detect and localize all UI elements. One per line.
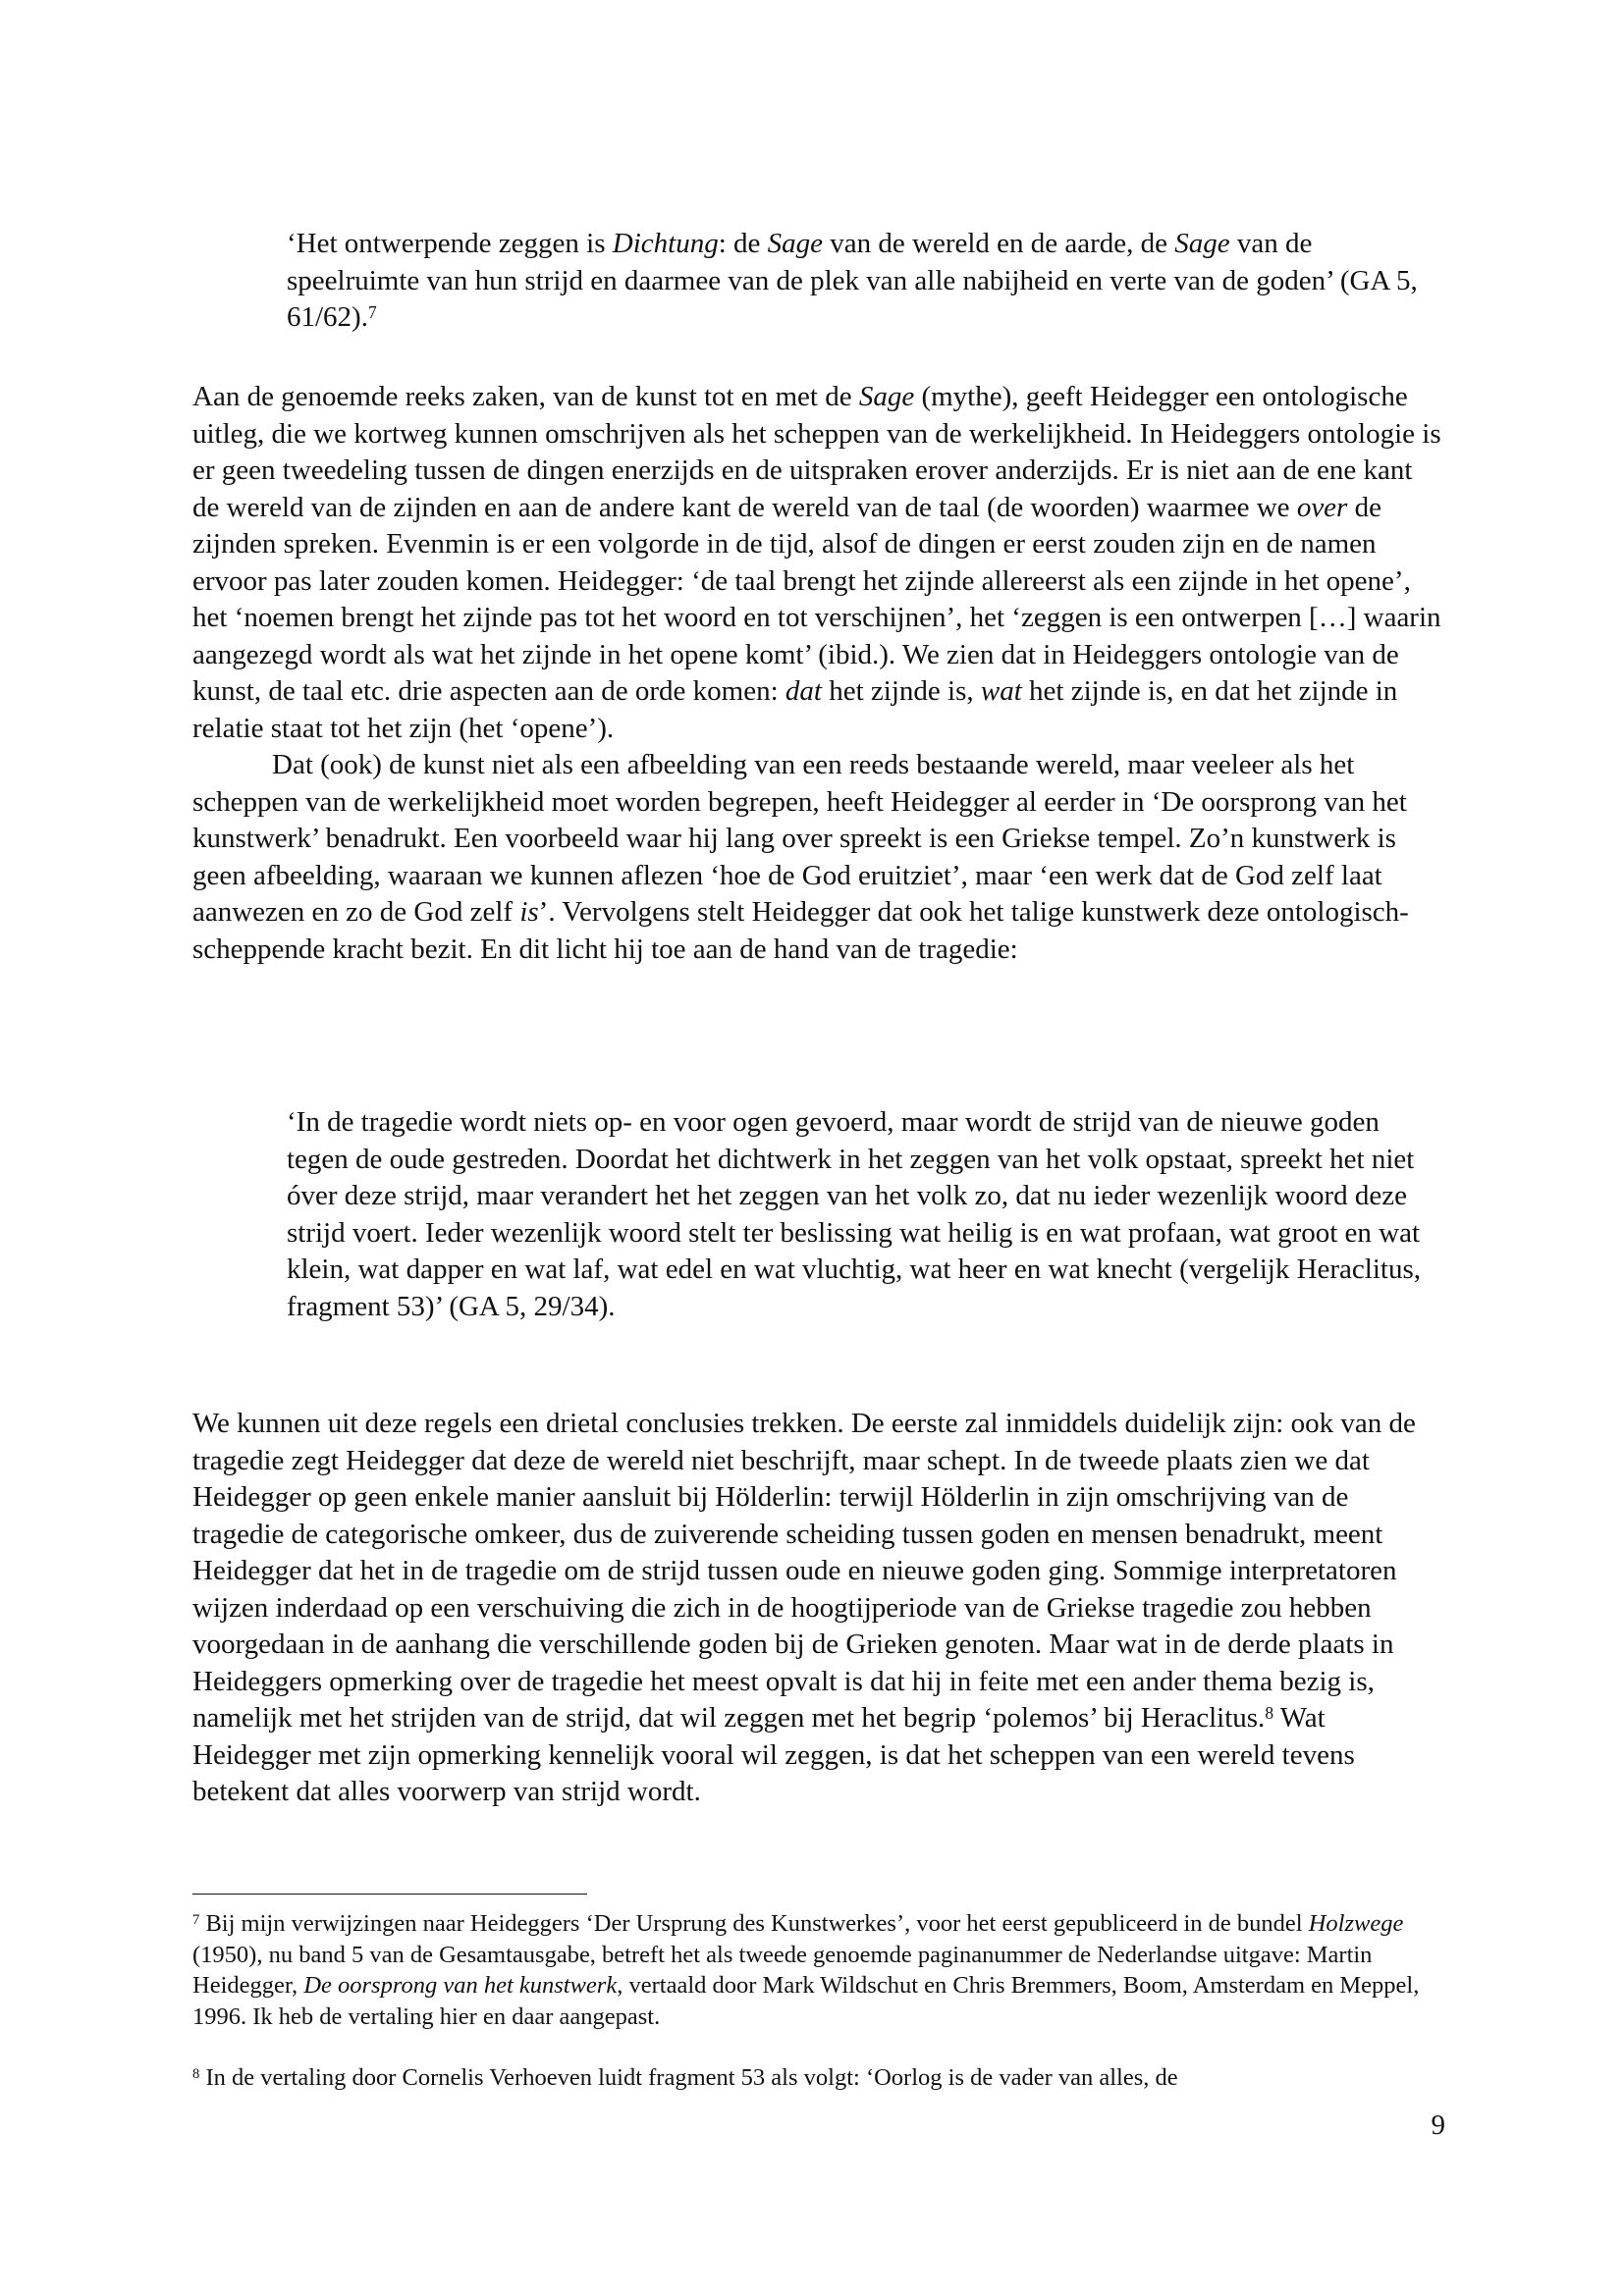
para2-text-2: ’. Vervolgens stelt Heidegger dat ook het talige kunstwerk deze ontologisch-scheppende kracht bezit. En dit licht hij toe aan de hand van de tragedie:	[192, 896, 1409, 965]
body-paragraph-3	[192, 1406, 1445, 1811]
para1-text-5: het zijnde is, en dat het zijnde in relatie staat tot het zijn (het ‘opene’).	[192, 675, 1398, 744]
page-number: 9	[1431, 2109, 1445, 2141]
body-paragraph-1	[192, 379, 1445, 968]
quote1-italic-sage-2: Sage	[1174, 228, 1230, 259]
footnote-8-marker: 8	[192, 2066, 200, 2083]
footnote-8-text: In de vertaling door Cornelis Verhoeven luidt fragment 53 als volgt: ‘Oorlog is de vader van alles, de	[199, 2064, 1178, 2091]
footnote-8	[192, 2062, 1445, 2094]
footnote-ref-8[interactable]: 8	[1265, 1703, 1274, 1724]
quote1-text-3: van de wereld en de aarde, de	[823, 228, 1175, 259]
footnote-7-text-1: Bij mijn verwijzingen naar Heideggers ‘Der Ursprung des Kunstwerkes’, voor het eerst gepubliceerd in de bundel	[199, 1910, 1309, 1937]
quote1-italic-dichtung: Dichtung	[612, 228, 719, 259]
para1-italic-wat: wat	[980, 675, 1022, 707]
footnote-7-text-3: , vertaald door Mark Wildschut en Chris Bremmers, Boom, Amsterdam en Meppel, 1996. Ik heb de vertaling hier en daar aangepast.	[192, 1972, 1420, 2030]
footnote-7-marker: 7	[192, 1912, 200, 1929]
para2-italic-is: is	[519, 896, 539, 928]
footnote-7-italic-holzwege: Holzwege	[1308, 1910, 1404, 1937]
quote2-text: ‘In de tragedie wordt niets op- en voor ogen gevoerd, maar wordt de strijd van de nieuwe goden tegen de oude gestreden. Doordat het dichtwerk in het zeggen van het volk opstaat, spreekt het niet óver deze strijd, maar verandert het het zeggen van het volk zo, dat nu ieder wezenlijk woord deze strijd voert. Ieder wezenlijk woord stelt ter beslissing wat heilig is en wat profaan, wat groot en wat klein, wat dapper en wat laf, wat edel en wat vluchtig, wat heer en wat knecht (vergelijk Heraclitus, fragment 53)’ (GA 5, 29/34).	[287, 1106, 1421, 1322]
footnote-7-italic-title: De oorsprong van het kunstwerk	[303, 1972, 618, 1999]
para2-text-1: Dat (ook) de kunst niet als een afbeelding van een reeds bestaande wereld, maar veeleer als het scheppen van de werkelijkheid moet worden begrepen, heeft Heidegger al eerder in ‘De oorsprong van het kunstwerk’ benadrukt. Een voorbeeld waar hij lang over spreekt is een Griekse tempel. Zo’n kunstwerk is geen afbeelding, waaraan we kunnen aflezen ‘hoe de God eruitziet’, maar ‘een werk dat de God zelf laat aanwezen en zo de God zelf	[192, 749, 1407, 928]
footnote-7-text-2: (1950), nu band 5 van de Gesamtausgabe, betreft het als tweede genoemde paginanummer de Nederlandse uitgave: Martin Heidegger,	[192, 1941, 1373, 1999]
para3-text-1: We kunnen uit deze regels een drietal conclusies trekken. De eerste zal inmiddels duidelijk zijn: ook van de tragedie zegt Heidegger dat deze de wereld niet beschrijft, maar schept. In de tweede plaats zien we dat Heidegger op geen enkele manier aansluit bij Hölderlin: terwijl Hölderlin in zijn omschrijving van de tragedie de categorische omkeer, dus de zuiverende scheiding tussen goden en mensen benadrukt, meent Heidegger dat het in de tragedie om de strijd tussen oude en nieuwe goden ging. Sommige interpretatoren wijzen inderdaad op een verschuiving die zich in de hoogtijperiode van de Griekse tragedie zou hebben voorgedaan in de aanhang die verschillende goden bij de Grieken genoten. Maar wat in de derde plaats in Heideggers opmerking over de tragedie het meest opvalt is dat hij in feite met een ander thema bezig is, namelijk met het strijden van de strijd, dat wil zeggen met het begrip ‘polemos’ bij Heraclitus.	[192, 1408, 1416, 1734]
para1-text-3: de zijnden spreken. Evenmin is er een volgorde in de tijd, alsof de dingen er eerst zouden zijn en de namen ervoor pas later zouden komen. Heidegger: ‘de taal brengt het zijnde allereerst als een zijnde in het opene’, het ‘noemen brengt het zijnde pas tot het woord en tot verschijnen’, het ‘zeggen is een ontwerpen […] waarin aangezegd wordt als wat het zijnde in het opene komt’ (ibid.). We zien dat in Heideggers ontologie van de kunst, de taal etc. drie aspecten aan de orde komen:	[192, 491, 1441, 707]
para1-italic-dat: dat	[785, 675, 822, 707]
para1-text-4: het zijnde is,	[821, 675, 981, 707]
block-quote-dichtung	[287, 226, 1445, 337]
para3-text-2: Wat Heidegger met zijn opmerking kennelijk vooral wil zeggen, is dat het scheppen van een wereld tevens betekent dat alles voorwerp van strijd wordt.	[192, 1702, 1355, 1807]
para1-italic-over: over	[1296, 491, 1348, 523]
footnote-7	[192, 1908, 1445, 2032]
footnote-ref-7[interactable]: 7	[367, 302, 377, 323]
para1-italic-sage: Sage	[858, 381, 915, 412]
para1-text-1: Aan de genoemde reeks zaken, van de kunst tot en met de	[192, 381, 859, 412]
footnote-separator	[192, 1894, 587, 1895]
quote1-text-4: van de speelruimte van hun strijd en daarmee van de plek van alle nabijheid en verte van de goden’ (GA 5, 61/62).	[287, 228, 1418, 333]
para1-text-2: (mythe), geeft Heidegger een ontologische uitleg, die we kortweg kunnen omschrijven als het scheppen van de werkelijkheid. In Heideggers ontologie is er geen tweedeling tussen de dingen enerzijds en de uitspraken erover anderzijds. Er is niet aan de ene kant de wereld van de zijnden en aan de andere kant de wereld van de taal (de woorden) waarmee we	[192, 381, 1441, 523]
quote1-text-1: ‘Het ontwerpende zeggen is	[287, 228, 613, 259]
quote1-text-2: : de	[718, 228, 768, 259]
block-quote-tragedie	[287, 1104, 1445, 1325]
quote1-italic-sage-1: Sage	[767, 228, 824, 259]
